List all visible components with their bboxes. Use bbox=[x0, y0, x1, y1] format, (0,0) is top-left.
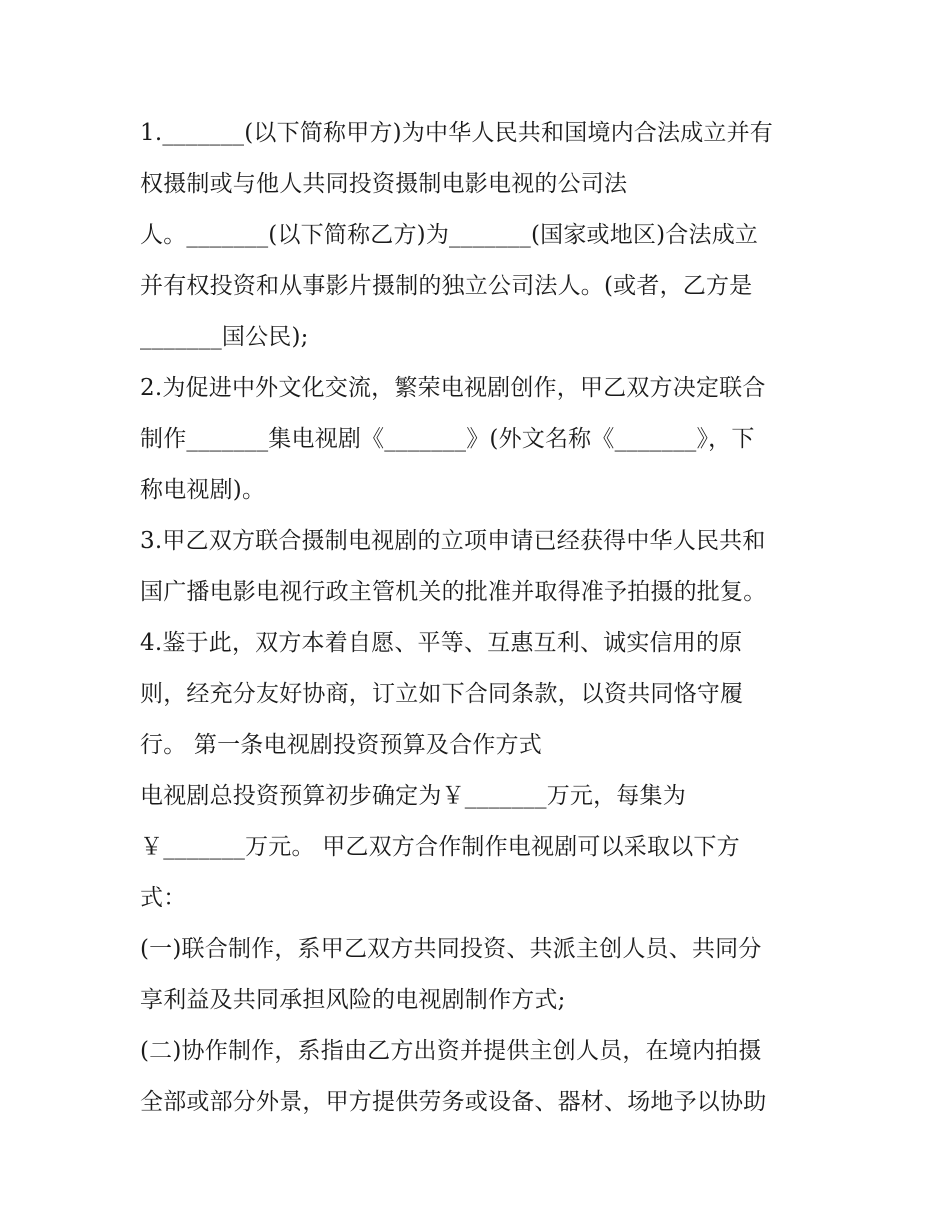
text-line-13: 行。 第一条电视剧投资预算及合作方式 bbox=[140, 732, 542, 758]
text-line-10: 国广播电影电视行政主管机关的批准并取得准予拍摄的批复。 bbox=[140, 579, 767, 605]
text-line-19: (二)协作制作，系指由乙方出资并提供主创人员，在境内拍摄 bbox=[140, 1038, 762, 1064]
text-line-9: 3.甲乙双方联合摄制电视剧的立项申请已经获得中华人民共和 bbox=[140, 528, 766, 554]
text-line-4: 并有权投资和从事影片摄制的独立公司法人。(或者，乙方是 bbox=[140, 273, 753, 299]
text-line-18: 享利益及共同承担风险的电视剧制作方式; bbox=[140, 987, 566, 1013]
text-line-20: 全部或部分外景，甲方提供劳务或设备、器材、场地予以协助 bbox=[140, 1089, 767, 1115]
text-line-8: 称电视剧)。 bbox=[140, 477, 266, 503]
text-line-1: 1._______(以下简称甲方)为中华人民共和国境内合法成立并有 bbox=[140, 120, 773, 146]
text-line-11: 4.鉴于此，双方本着自愿、平等、互惠互利、诚实信用的原 bbox=[140, 630, 743, 656]
text-line-16: 式： bbox=[140, 885, 187, 911]
text-line-2: 权摄制或与他人共同投资摄制电影电视的公司法 bbox=[140, 171, 628, 197]
text-line-17: (一)联合制作，系甲乙双方共同投资、共派主创人员、共同分 bbox=[140, 936, 762, 962]
text-line-15: ￥_______万元。 甲乙双方合作制作电视剧可以采取以下方 bbox=[140, 834, 740, 860]
text-line-14: 电视剧总投资预算初步确定为￥_______万元，每集为 bbox=[140, 783, 686, 809]
text-line-7: 制作_______集电视剧《_______》(外文名称《_______》，下 bbox=[140, 426, 755, 452]
text-line-3: 人。_______(以下简称乙方)为_______(国家或地区)合法成立 bbox=[140, 222, 759, 248]
document-body bbox=[140, 108, 820, 1128]
text-line-6: 2.为促进中外文化交流，繁荣电视剧创作，甲乙双方决定联合 bbox=[140, 375, 766, 401]
text-line-12: 则，经充分友好协商，订立如下合同条款，以资共同恪守履 bbox=[140, 681, 744, 707]
text-line-5: _______国公民); bbox=[140, 324, 309, 350]
